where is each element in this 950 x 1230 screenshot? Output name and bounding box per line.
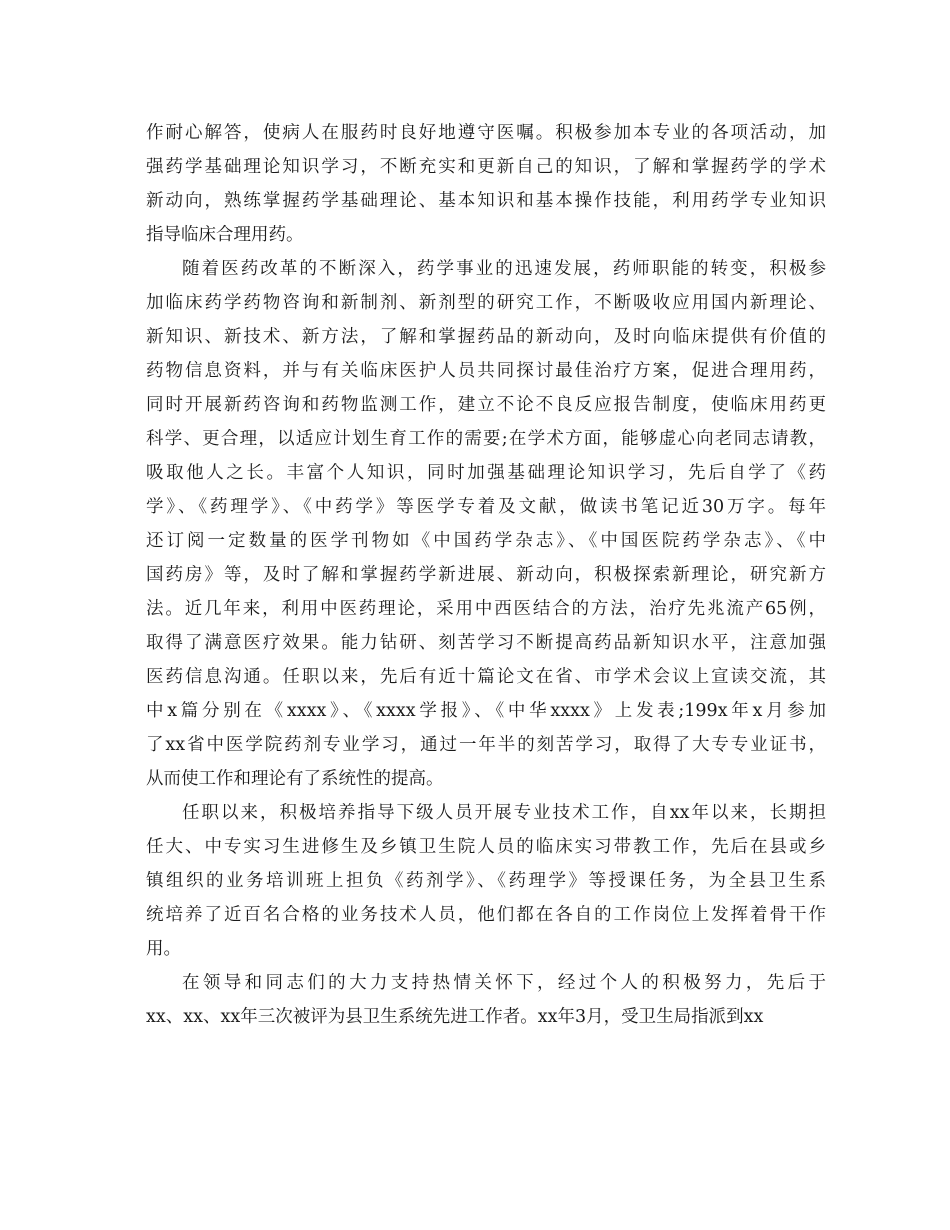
text-line: 任大、中专实习生进修生及乡镇卫生院人员的临床实习带教工作，先后在县或乡: [146, 837, 826, 857]
text-line: 指导临床合理用药。: [146, 225, 304, 245]
text-line: xx、xx、xx年三次被评为县卫生系统先进工作者。xx年3月，受卫生局指派到xx: [146, 1007, 764, 1027]
text-line: 医药信息沟通。任职以来，先后有近十篇论文在省、市学术会议上宣读交流，其: [146, 667, 826, 687]
paragraph: [146, 252, 826, 796]
text-line: 学》、《药理学》、《中药学》等医学专着及文献，做读书笔记近30万字。每年: [146, 497, 826, 517]
paragraph: [146, 796, 826, 966]
text-line: 加临床药学药物咨询和新制剂、新剂型的研究工作，不断吸收应用国内新理论、: [146, 293, 826, 313]
text-line: 科学、更合理，以适应计划生育工作的需要;在学术方面，能够虚心向老同志请教，: [146, 429, 826, 449]
text-line: 任职以来，积极培养指导下级人员开展专业技术工作，自xx年以来，长期担: [182, 803, 826, 823]
text-line: 药物信息资料，并与有关临床医护人员共同探讨最佳治疗方案，促进合理用药，: [146, 361, 826, 381]
text-line: 用。: [146, 939, 181, 959]
text-line: 吸取他人之长。丰富个人知识，同时加强基础理论知识学习，先后自学了《药: [146, 463, 826, 483]
text-line: 还订阅一定数量的医学刊物如《中国药学杂志》、《中国医院药学杂志》、《中: [146, 531, 826, 551]
text-line: 随着医药改革的不断深入，药学事业的迅速发展，药师职能的转变，积极参: [182, 259, 826, 279]
text-line: 统培养了近百名合格的业务技术人员，他们都在各自的工作岗位上发挥着骨干作: [146, 905, 826, 925]
text-line: 国药房》等，及时了解和掌握药学新进展、新动向，积极探索新理论，研究新方: [146, 565, 826, 585]
text-line: 强药学基础理论知识学习，不断充实和更新自己的知识，了解和掌握药学的学术: [146, 157, 826, 177]
text-line: 了xx省中医学院药剂专业学习，通过一年半的刻苦学习，取得了大专专业证书，: [146, 735, 826, 755]
text-line: 同时开展新药咨询和药物监测工作，建立不论不良反应报告制度，使临床用药更: [146, 395, 826, 415]
document-body: [146, 116, 826, 1034]
text-line: 新知识、新技术、新方法，了解和掌握药品的新动向，及时向临床提供有价值的: [146, 327, 826, 347]
text-line: 中x篇分别在《xxxx》、《xxxx学报》、《中华xxxx》上发表;199x年x月参加: [146, 701, 826, 721]
text-line: 取得了满意医疗效果。能力钻研、刻苦学习不断提高药品新知识水平，注意加强: [146, 633, 826, 653]
text-line: 法。近几年来，利用中医药理论，采用中西医结合的方法，治疗先兆流产65例，: [146, 599, 826, 619]
paragraph: [146, 966, 826, 1034]
text-line: 从而使工作和理论有了系统性的提高。: [146, 769, 444, 789]
text-line: 在领导和同志们的大力支持热情关怀下，经过个人的积极努力，先后于: [182, 973, 826, 993]
text-line: 镇组织的业务培训班上担负《药剂学》、《药理学》等授课任务，为全县卫生系: [146, 871, 826, 891]
text-line: 作耐心解答，使病人在服药时良好地遵守医嘱。积极参加本专业的各项活动，加: [146, 123, 826, 143]
paragraph: [146, 116, 826, 252]
text-line: 新动向，熟练掌握药学基础理论、基本知识和基本操作技能，利用药学专业知识: [146, 191, 826, 211]
